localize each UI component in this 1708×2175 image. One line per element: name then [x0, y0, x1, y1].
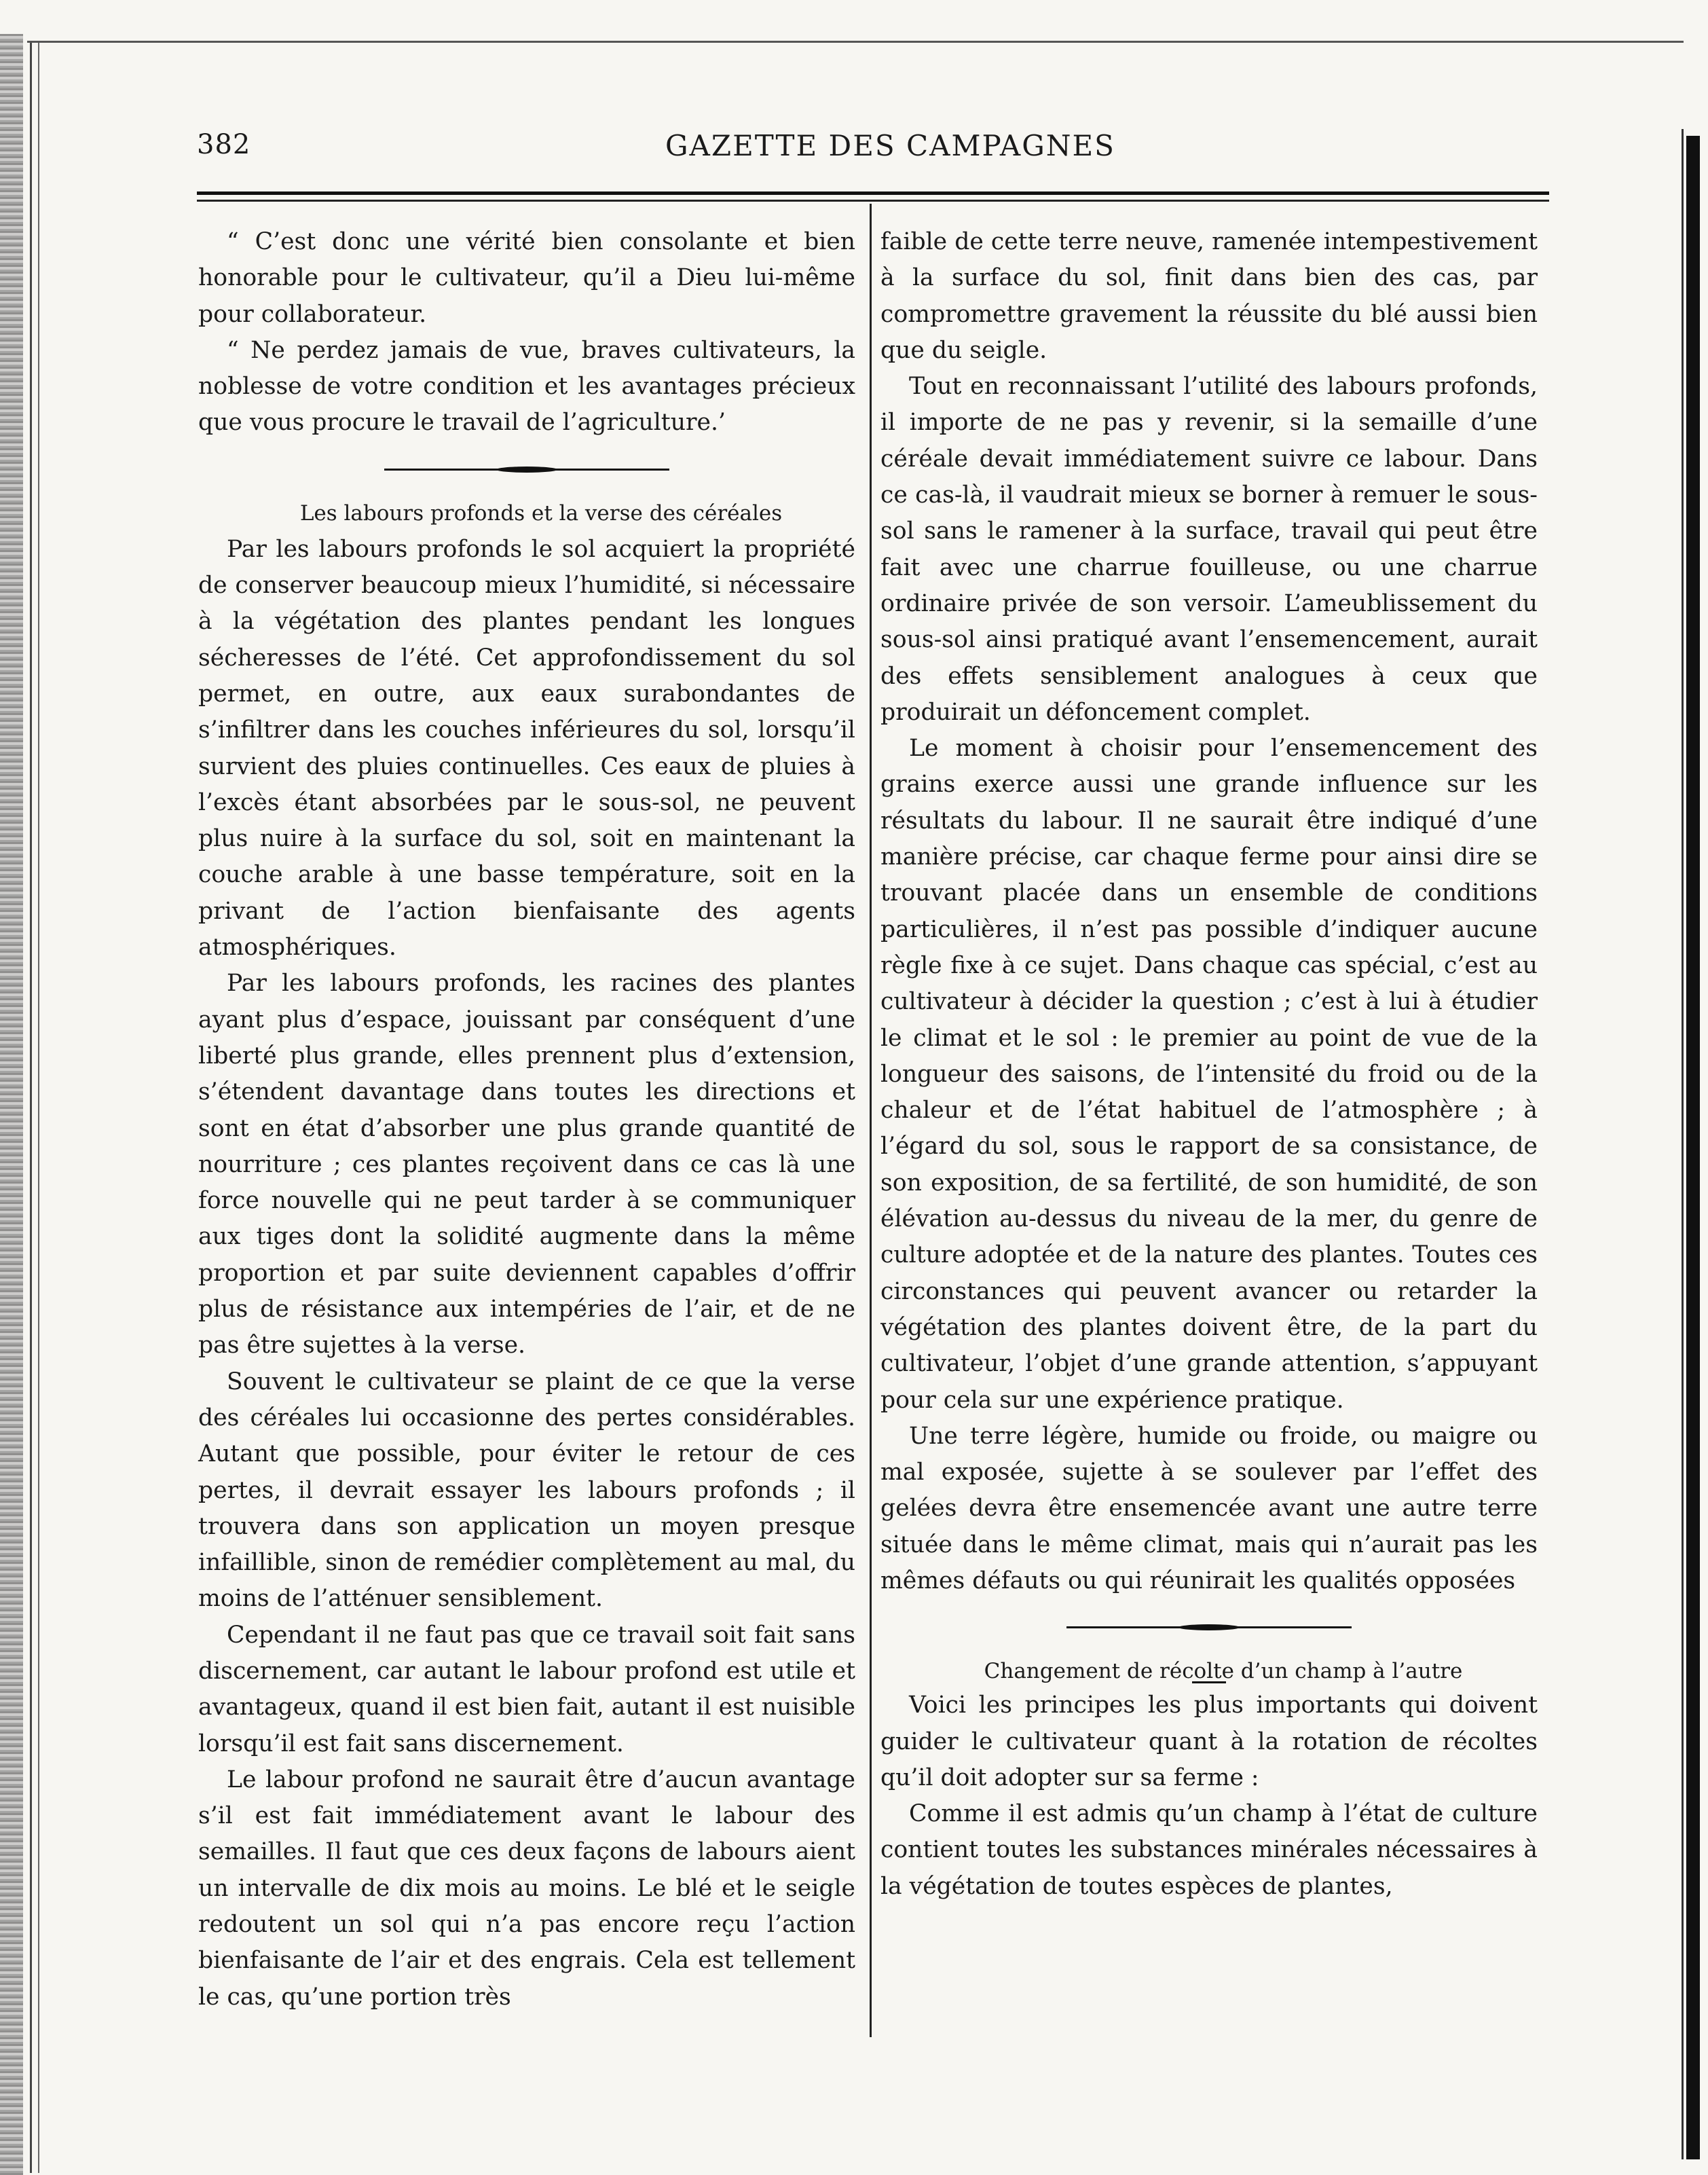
paragraph: Comme il est admis qu’un champ à l’état de culture contient toutes les substances minérales nécessaires à la végétation de toutes espèces de plantes,	[880, 1800, 1538, 1900]
right-column	[880, 224, 1538, 1905]
paragraph: Souvent le cultivateur se plaint de ce que la verse des céréales lui occasionne des pertes considérables. Autant que possible, pour éviter le retour de ces pertes, il devrait essayer les labours profonds ; il trouvera dans son application un moyen presque infaillible, sinon de remédier complètement au mal, du moins de l’atténuer sensiblement.	[198, 1368, 855, 1613]
page-header	[197, 129, 1548, 170]
paragraph: Par les labours profonds le sol acquiert la propriété de conserver beaucoup mieux l’humidité, si nécessaire à la végétation des plantes pendant les longues sécheresses de l’été. Cet approfondissement du sol permet, en outre, aux eaux surabondantes de s’infiltrer dans les couches inférieures du sol, lorsqu’il survient des pluies continuelles. Ces eaux de pluies à l’excès étant absorbées par le sous-sol, ne peuvent plus nuire à la surface du sol, soit en maintenant la couche arable à une basse température, soit en la privant de l’action bienfaisante des agents atmosphériques.	[198, 535, 855, 962]
paragraph: Le moment à choisir pour l’ensemencement des grains exerce aussi une grande influence sur les résultats du labour. Il ne saurait être indiqué d’une manière précise, car chaque ferme pour ainsi dire se trouvant placée dans un ensemble de conditions particulières, il n’est pas possible d’indiquer aucune règle fixe à ce sujet. Dans chaque cas spécial, c’est au cultivateur à décider la question ; c’est à lui à étudier le climat et le sol : le premier au point de vue de la longueur des saisons, de l’intensité du froid ou de la chaleur et de l’état habituel de l’atmosphère ; à l’égard du sol, sous le rapport de sa consistance, de son exposition, de sa fertilité, de son humidité, de son élévation au-dessus du niveau de la mer, du genre de culture adoptée et de la nature des plantes. Toutes ces circonstances qui peuvent avancer ou retarder la végétation des plantes doivent être, de la part du cultivateur, l’objet d’une grande attention, s’appuyant pour cela sur une expérience pratique.	[880, 735, 1538, 1414]
paragraph: Par les labours profonds, les racines des plantes ayant plus d’espace, jouissant par conséquent d’une liberté plus grande, elles prennent plus d’extension, s’étendent davantage dans toutes les directions et sont en état d’absorber une plus grande quantité de nourriture ; ces plantes reçoivent dans ce cas là une force nouvelle qui ne peut tarder à se communiquer aux tiges dont la solidité augmente dans la même proportion et par suite deviennent capables d’offrir plus de résistance aux intempéries de l’air, et de ne pas être sujettes à la verse.	[198, 970, 855, 1359]
paragraph: Tout en reconnaissant l’utilité des labours profonds, il importe de ne pas y revenir, si la semaille d’une céréale devait immédiatement suivre ce labour. Dans ce cas-là, il vaudrait mieux se borner à remuer le sous-sol sans le ramener à la surface, travail qui peut être fait avec une charrue fouilleuse, ou une charrue ordinaire privée de son versoir. L’ameublissement du sous-sol ainsi pratiqué avant l’ensemencement, aurait des effets sensiblement analogues à ceux que produirait un défoncement complet.	[880, 373, 1538, 726]
right-border-rule	[1682, 129, 1684, 2159]
header-rule-thick	[197, 191, 1549, 195]
paragraph: Une terre légère, humide ou froide, ou maigre ou mal exposée, sujette à se soulever par l’effet des gelées devra être ensemencée avant une autre terre située dans le même climat, mais qui n’aurait pas les mêmes défauts ou qui réunirait les qualités opposées	[880, 1422, 1538, 1594]
column-divider	[870, 204, 872, 2037]
left-column	[198, 224, 855, 2015]
header-rule-thin	[197, 200, 1549, 202]
paragraph: faible de cette terre neuve, ramenée intempestivement à la surface du sol, finit dans bien des cas, par compromettre gravement la réussite du blé aussi bien que du seigle.	[880, 228, 1538, 364]
top-border-rule	[27, 41, 1684, 43]
paragraph: Le labour profond ne saurait être d’aucun avantage s’il est fait immédiatement avant le labour des semailles. Il faut que ces deux façons de labours aient un intervalle de dix mois au moins. Le blé et le seigle redoutent un sol qui n’a pas encore reçu l’action bienfaisante de l’air et des engrais. Cela est tellement le cas, qu’une portion très	[198, 1766, 855, 2011]
section-separator	[880, 1599, 1538, 1653]
page-number: 382	[197, 129, 251, 160]
left-border-rule	[30, 41, 32, 2173]
running-title: GAZETTE DES CAMPAGNES	[665, 129, 1115, 162]
paragraph: Cependant il ne faut pas que ce travail soit fait sans discernement, car autant le labour profond est utile et avantageux, quand il est bien fait, autant il est nuisible lorsqu’il est fait sans discernement.	[198, 1621, 855, 1757]
paragraph: Voici les principes les plus importants qui doivent guider le cultivateur quant à la rotation de récoltes qu’il doit adopter sur sa ferme :	[880, 1692, 1538, 1791]
left-border-rule-inner	[38, 41, 39, 2173]
section-separator	[198, 441, 855, 496]
paragraph: “ Ne perdez jamais de vue, braves cultivateurs, la noblesse de votre condition et les avantages précieux que vous procure le travail de l’agriculture.’	[198, 336, 855, 437]
paragraph: “ C’est donc une vérité bien consolante et bien honorable pour le cultivateur, qu’il a Dieu lui-même pour collaborateur.	[198, 228, 855, 328]
section-title: Changement de récolte d’un champ à l’autre	[984, 1659, 1463, 1684]
scan-binding-edge	[0, 34, 23, 2175]
right-scan-edge	[1686, 136, 1700, 2159]
section-title: Les labours profonds et la verse des céréales	[299, 500, 783, 526]
